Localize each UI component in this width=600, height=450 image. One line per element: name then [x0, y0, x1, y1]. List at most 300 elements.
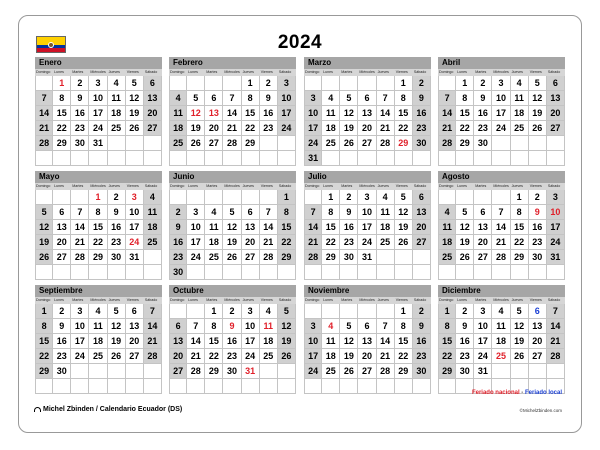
day-cell: 18 — [377, 220, 395, 235]
day-cell: 11 — [322, 334, 340, 349]
day-cell: 6 — [53, 205, 71, 220]
weekday-label: Sábado — [144, 70, 158, 74]
day-cell: 22 — [322, 235, 340, 250]
day-cell-empty — [358, 76, 376, 91]
day-cell: 13 — [169, 334, 187, 349]
day-cell-empty — [187, 265, 205, 280]
day-cell: 24 — [89, 121, 107, 136]
weekday-label: Sábado — [547, 184, 561, 188]
day-cell: 15 — [395, 334, 413, 349]
day-cell-national-holiday: 12 — [187, 106, 205, 121]
day-cell: 26 — [395, 235, 413, 250]
day-cell-empty — [35, 379, 53, 394]
day-cell: 9 — [260, 91, 278, 106]
day-cell-empty — [108, 136, 126, 151]
day-cell: 24 — [358, 235, 376, 250]
day-cell: 8 — [438, 319, 456, 334]
day-cell: 20 — [144, 106, 162, 121]
weekday-label: Lunes — [54, 184, 64, 188]
day-cell: 4 — [438, 205, 456, 220]
weekday-label: Domingo — [170, 70, 185, 74]
weekday-label: Sábado — [278, 70, 292, 74]
day-cell: 28 — [492, 250, 510, 265]
month-name: Enero — [35, 57, 162, 69]
day-cell: 3 — [278, 76, 296, 91]
weekday-label: Viernes — [529, 184, 542, 188]
day-cell: 22 — [395, 349, 413, 364]
day-cell: 15 — [53, 106, 71, 121]
day-cell: 24 — [187, 250, 205, 265]
legend-separator: - — [519, 390, 525, 396]
day-cell: 28 — [260, 250, 278, 265]
day-cell: 26 — [187, 136, 205, 151]
weekday-header — [304, 69, 431, 76]
day-cell: 2 — [260, 76, 278, 91]
day-cell: 28 — [187, 364, 205, 379]
day-cell: 9 — [456, 319, 474, 334]
day-cell: 21 — [492, 235, 510, 250]
day-cell: 19 — [395, 220, 413, 235]
day-cell-empty — [223, 76, 241, 91]
day-cell-empty — [278, 379, 296, 394]
day-cell: 10 — [71, 319, 89, 334]
day-cell: 27 — [205, 136, 223, 151]
day-cell: 29 — [438, 364, 456, 379]
day-cell-empty — [187, 190, 205, 205]
day-cell: 5 — [35, 205, 53, 220]
weekday-label: Jueves — [511, 184, 523, 188]
day-cell: 21 — [144, 334, 162, 349]
day-cell: 10 — [492, 91, 510, 106]
weekday-label: Jueves — [108, 184, 120, 188]
day-cell: 7 — [377, 319, 395, 334]
day-cell-empty — [474, 151, 492, 166]
day-cell-empty — [89, 379, 107, 394]
day-cell: 29 — [53, 136, 71, 151]
weekday-label: Miércoles — [493, 184, 509, 188]
day-cell: 31 — [547, 250, 565, 265]
day-cell: 31 — [474, 364, 492, 379]
weekday-label: Lunes — [188, 298, 198, 302]
day-cell: 8 — [89, 205, 107, 220]
day-cell-empty — [144, 151, 162, 166]
day-cell: 30 — [413, 364, 431, 379]
day-cell: 6 — [413, 190, 431, 205]
day-cell-empty — [377, 250, 395, 265]
weekday-label: Domingo — [170, 298, 185, 302]
weekday-label: Domingo — [439, 298, 454, 302]
day-cell-empty — [187, 151, 205, 166]
day-cell: 19 — [511, 334, 529, 349]
weekday-label: Miércoles — [90, 70, 106, 74]
day-cell-empty — [242, 190, 260, 205]
day-cell: 29 — [242, 136, 260, 151]
day-cell-empty — [71, 151, 89, 166]
day-cell: 26 — [529, 121, 547, 136]
day-cell-empty — [89, 265, 107, 280]
day-cell: 2 — [223, 304, 241, 319]
day-cell: 5 — [223, 205, 241, 220]
day-cell: 19 — [278, 334, 296, 349]
day-cell: 17 — [126, 220, 144, 235]
day-grid — [35, 76, 162, 166]
weekday-label: Miércoles — [90, 184, 106, 188]
day-cell-empty — [492, 265, 510, 280]
day-cell: 29 — [511, 250, 529, 265]
day-cell: 16 — [260, 106, 278, 121]
day-cell-empty — [304, 190, 322, 205]
day-cell: 11 — [492, 319, 510, 334]
day-grid — [35, 190, 162, 280]
weekday-label: Martes — [72, 184, 84, 188]
month-name: Noviembre — [304, 285, 431, 297]
day-cell: 12 — [529, 91, 547, 106]
day-cell: 7 — [260, 205, 278, 220]
day-cell: 13 — [547, 91, 565, 106]
month-junio — [169, 171, 296, 280]
day-cell-empty — [456, 190, 474, 205]
day-cell-empty — [322, 265, 340, 280]
day-cell-empty — [71, 190, 89, 205]
weekday-label: Domingo — [36, 70, 51, 74]
day-cell: 17 — [278, 106, 296, 121]
day-cell: 11 — [511, 91, 529, 106]
day-cell: 14 — [35, 106, 53, 121]
day-cell: 4 — [322, 91, 340, 106]
day-cell: 21 — [377, 121, 395, 136]
day-cell: 31 — [304, 151, 322, 166]
day-cell: 28 — [377, 364, 395, 379]
day-cell-empty — [304, 76, 322, 91]
day-cell: 14 — [304, 220, 322, 235]
month-noviembre — [304, 285, 431, 394]
day-cell: 7 — [492, 205, 510, 220]
day-cell: 1 — [438, 304, 456, 319]
day-cell: 9 — [413, 91, 431, 106]
day-cell-empty — [377, 304, 395, 319]
day-cell-empty — [358, 151, 376, 166]
day-cell: 14 — [71, 220, 89, 235]
day-cell-empty — [71, 265, 89, 280]
day-cell-empty — [205, 190, 223, 205]
day-cell: 30 — [413, 136, 431, 151]
month-abril — [438, 57, 565, 166]
day-cell-empty — [278, 364, 296, 379]
day-cell-empty — [340, 304, 358, 319]
day-cell: 28 — [304, 250, 322, 265]
day-cell-empty — [511, 136, 529, 151]
day-cell: 10 — [358, 205, 376, 220]
day-cell: 26 — [35, 250, 53, 265]
day-grid — [304, 304, 431, 394]
day-cell: 16 — [474, 106, 492, 121]
day-cell: 12 — [35, 220, 53, 235]
day-cell: 29 — [35, 364, 53, 379]
day-cell: 30 — [340, 250, 358, 265]
weekday-label: Jueves — [511, 70, 523, 74]
day-cell: 26 — [278, 349, 296, 364]
weekday-label: Jueves — [108, 70, 120, 74]
month-name: Mayo — [35, 171, 162, 183]
day-cell-empty — [413, 250, 431, 265]
day-cell: 17 — [304, 349, 322, 364]
day-cell-empty — [205, 151, 223, 166]
day-cell: 9 — [413, 319, 431, 334]
day-cell-national-holiday: 10 — [547, 205, 565, 220]
day-grid — [169, 76, 296, 166]
month-septiembre — [35, 285, 162, 394]
day-cell: 23 — [260, 121, 278, 136]
day-cell-empty — [547, 265, 565, 280]
day-cell-empty — [187, 304, 205, 319]
day-cell-national-holiday: 9 — [223, 319, 241, 334]
day-cell-empty — [242, 151, 260, 166]
month-name: Septiembre — [35, 285, 162, 297]
day-cell-empty — [547, 151, 565, 166]
day-cell: 8 — [395, 319, 413, 334]
day-cell: 13 — [53, 220, 71, 235]
day-cell: 12 — [340, 106, 358, 121]
month-name: Junio — [169, 171, 296, 183]
day-cell: 16 — [223, 334, 241, 349]
day-cell: 24 — [304, 364, 322, 379]
day-cell: 17 — [474, 334, 492, 349]
day-cell-empty — [278, 136, 296, 151]
day-cell: 16 — [413, 106, 431, 121]
weekday-label: Viernes — [529, 70, 542, 74]
day-cell: 25 — [169, 136, 187, 151]
footer-credit-text: Michel Zbinden / Calendario Ecuador (DS) — [43, 406, 183, 413]
day-cell: 12 — [108, 319, 126, 334]
day-cell-empty — [108, 364, 126, 379]
weekday-label: Domingo — [170, 184, 185, 188]
day-cell: 19 — [187, 121, 205, 136]
day-cell: 22 — [53, 121, 71, 136]
day-cell: 16 — [169, 235, 187, 250]
day-cell: 16 — [71, 106, 89, 121]
day-cell: 7 — [377, 91, 395, 106]
day-cell: 11 — [169, 106, 187, 121]
legend-national: Feriado nacional — [471, 390, 520, 396]
day-cell-empty — [223, 265, 241, 280]
day-cell: 22 — [395, 121, 413, 136]
weekday-label: Domingo — [305, 70, 320, 74]
day-cell: 4 — [205, 205, 223, 220]
month-name: Julio — [304, 171, 431, 183]
day-cell: 6 — [358, 91, 376, 106]
day-cell: 23 — [108, 235, 126, 250]
day-cell-national-holiday: 25 — [492, 349, 510, 364]
day-cell: 26 — [340, 136, 358, 151]
day-cell: 18 — [511, 106, 529, 121]
day-cell: 1 — [395, 76, 413, 91]
weekday-label: Sábado — [547, 298, 561, 302]
day-cell: 30 — [456, 364, 474, 379]
day-cell: 19 — [340, 121, 358, 136]
day-cell: 29 — [278, 250, 296, 265]
day-cell: 20 — [358, 349, 376, 364]
day-cell: 21 — [547, 334, 565, 349]
day-cell: 21 — [223, 121, 241, 136]
weekday-header — [169, 69, 296, 76]
day-cell-empty — [108, 265, 126, 280]
day-cell: 23 — [340, 235, 358, 250]
day-cell-empty — [53, 265, 71, 280]
day-cell: 1 — [278, 190, 296, 205]
day-cell-empty — [35, 151, 53, 166]
weekday-header — [35, 297, 162, 304]
day-cell: 16 — [413, 334, 431, 349]
day-cell: 23 — [456, 349, 474, 364]
day-cell: 26 — [456, 250, 474, 265]
day-cell: 7 — [187, 319, 205, 334]
day-cell: 3 — [474, 304, 492, 319]
day-cell: 27 — [547, 121, 565, 136]
day-cell-empty — [260, 151, 278, 166]
day-cell-empty — [187, 379, 205, 394]
day-cell-empty — [169, 76, 187, 91]
day-cell-empty — [260, 265, 278, 280]
weekday-label: Jueves — [511, 298, 523, 302]
day-cell: 21 — [71, 235, 89, 250]
day-cell-empty — [395, 151, 413, 166]
day-cell-empty — [340, 76, 358, 91]
day-cell: 5 — [340, 91, 358, 106]
day-cell-empty — [205, 379, 223, 394]
day-cell: 10 — [278, 91, 296, 106]
day-cell: 8 — [322, 205, 340, 220]
weekday-label: Sábado — [144, 184, 158, 188]
day-cell: 23 — [71, 121, 89, 136]
weekday-label: Viernes — [260, 184, 273, 188]
day-cell: 27 — [242, 250, 260, 265]
copyright-icon — [34, 407, 41, 412]
day-cell: 19 — [456, 235, 474, 250]
day-cell-national-holiday: 4 — [322, 319, 340, 334]
weekday-label: Martes — [72, 298, 84, 302]
day-cell: 19 — [108, 334, 126, 349]
day-cell: 20 — [169, 349, 187, 364]
day-cell: 23 — [169, 250, 187, 265]
weekday-label: Viernes — [126, 184, 139, 188]
day-cell: 2 — [108, 190, 126, 205]
day-cell: 1 — [511, 190, 529, 205]
day-cell: 14 — [377, 334, 395, 349]
day-cell: 12 — [278, 319, 296, 334]
day-cell: 13 — [529, 319, 547, 334]
day-cell-empty — [260, 136, 278, 151]
day-cell: 7 — [438, 91, 456, 106]
day-cell: 18 — [260, 334, 278, 349]
weekday-header — [438, 183, 565, 190]
day-cell: 29 — [322, 250, 340, 265]
day-grid — [438, 190, 565, 280]
day-cell: 10 — [304, 334, 322, 349]
month-marzo — [304, 57, 431, 166]
day-cell: 30 — [53, 364, 71, 379]
day-cell: 30 — [108, 250, 126, 265]
day-cell-empty — [242, 265, 260, 280]
weekday-label: Lunes — [457, 298, 467, 302]
weekday-label: Martes — [341, 298, 353, 302]
day-cell: 8 — [278, 205, 296, 220]
day-cell-empty — [438, 190, 456, 205]
day-cell: 7 — [547, 304, 565, 319]
day-cell: 4 — [169, 91, 187, 106]
day-cell: 24 — [492, 121, 510, 136]
day-cell: 25 — [438, 250, 456, 265]
day-cell: 19 — [35, 235, 53, 250]
day-cell: 4 — [89, 304, 107, 319]
day-cell-national-holiday: 24 — [126, 235, 144, 250]
day-cell: 5 — [511, 304, 529, 319]
day-cell-national-holiday: 11 — [260, 319, 278, 334]
weekday-label: Martes — [475, 298, 487, 302]
day-cell-empty — [260, 190, 278, 205]
day-cell-empty — [529, 265, 547, 280]
day-cell: 26 — [126, 121, 144, 136]
weekday-header — [169, 183, 296, 190]
day-cell-empty — [35, 76, 53, 91]
weekday-label: Domingo — [439, 70, 454, 74]
day-cell: 16 — [456, 334, 474, 349]
day-cell: 15 — [89, 220, 107, 235]
day-cell: 25 — [322, 136, 340, 151]
day-cell: 8 — [242, 91, 260, 106]
day-cell: 21 — [35, 121, 53, 136]
day-cell: 15 — [511, 220, 529, 235]
day-cell: 24 — [242, 349, 260, 364]
weekday-label: Miércoles — [493, 298, 509, 302]
day-cell: 7 — [35, 91, 53, 106]
day-cell-empty — [126, 379, 144, 394]
weekday-label: Martes — [475, 184, 487, 188]
day-cell-empty — [278, 265, 296, 280]
day-cell: 25 — [144, 235, 162, 250]
weekday-label: Martes — [341, 70, 353, 74]
day-cell: 2 — [340, 190, 358, 205]
weekday-label: Sábado — [144, 298, 158, 302]
day-cell: 28 — [223, 136, 241, 151]
day-cell-empty — [413, 265, 431, 280]
day-cell: 29 — [395, 364, 413, 379]
day-cell-empty — [35, 190, 53, 205]
day-cell: 29 — [89, 250, 107, 265]
weekday-label: Domingo — [439, 184, 454, 188]
day-cell: 1 — [322, 190, 340, 205]
day-cell-empty — [492, 151, 510, 166]
weekday-label: Miércoles — [224, 298, 240, 302]
day-cell: 28 — [144, 349, 162, 364]
month-mayo — [35, 171, 162, 280]
day-cell: 30 — [474, 136, 492, 151]
day-cell: 6 — [242, 205, 260, 220]
day-cell-empty — [144, 265, 162, 280]
weekday-label: Jueves — [377, 298, 389, 302]
month-julio — [304, 171, 431, 280]
day-cell: 9 — [474, 91, 492, 106]
day-cell: 15 — [205, 334, 223, 349]
day-cell: 17 — [304, 121, 322, 136]
month-name: Agosto — [438, 171, 565, 183]
day-cell-empty — [438, 265, 456, 280]
day-cell-empty — [126, 136, 144, 151]
weekday-label: Miércoles — [493, 70, 509, 74]
day-cell-empty — [358, 304, 376, 319]
day-cell-empty — [169, 151, 187, 166]
day-cell: 26 — [108, 349, 126, 364]
weekday-header — [438, 69, 565, 76]
